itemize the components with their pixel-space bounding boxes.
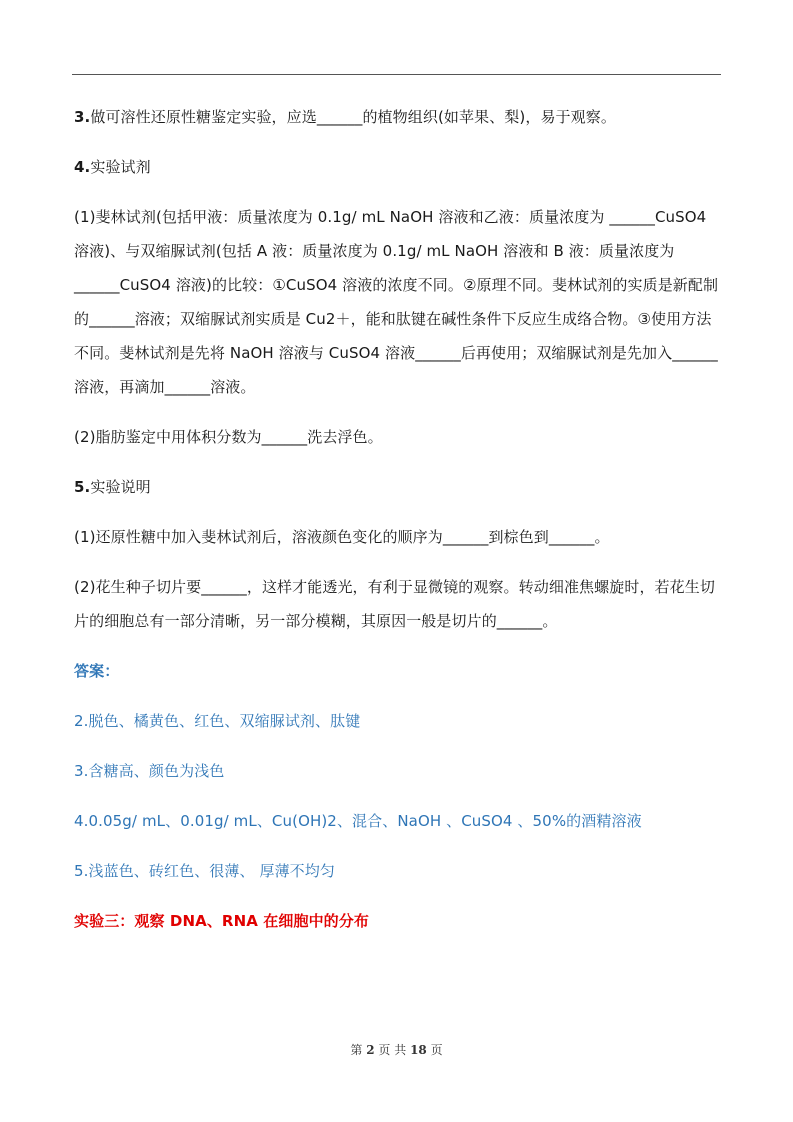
answer-5: 5.浅蓝色、砖红色、很薄、 厚薄不均匀 — [74, 862, 335, 880]
section-heading: 实验三：观察 DNA、RNA 在细胞中的分布 — [74, 912, 369, 930]
question-4-title: 4.实验试剂 — [74, 158, 151, 176]
question-5-part-1: (1)还原性糖中加入斐林试剂后，溶液颜色变化的顺序为______到棕色到______。 — [74, 528, 610, 546]
question-4-part-2: (2)脂肪鉴定中用体积分数为______洗去浮色。 — [74, 428, 383, 446]
question-3: 3.做可溶性还原性糖鉴定实验，应选______的植物组织(如苹果、梨)，易于观察。 — [74, 108, 616, 126]
page-footer: 第 2 页 共 18 页 — [350, 1043, 443, 1057]
answer-3: 3.含糖高、颜色为浅色 — [74, 762, 225, 780]
question-5-part-2: (2)花生种子切片要______，这样才能透光，有利于显微镜的观察。转动细准焦螺旋时，若花生切片的细胞总有一部分清晰，另一部分模糊，其原因一般是切片的______。 — [74, 578, 715, 630]
answers-heading: 答案： — [74, 662, 120, 680]
header-rule — [72, 74, 721, 75]
total-pages: 18 — [410, 1043, 427, 1057]
question-4-part-1: (1)斐林试剂(包括甲液：质量浓度为 0.1g/ mL NaOH 溶液和乙液：质量浓度为 ______CuSO4 溶液)、与双缩脲试剂(包括 A 液：质量浓度为 0.1g/ mL NaOH 溶液和 B 液：质量浓度为______CuSO4 溶液)的比较：①CuSO4 溶液的浓度不同。②原理不同。斐林试剂的实质是新配制的______溶液；双缩脲试剂实质是 Cu2＋，能和肽键在碱性条件下反应生成络合物。③使用方法不同。斐林试剂是先将 NaOH 溶液与 CuSO4 溶液______后再使用；双缩脲试剂是先加入______溶液，再滴加______溶液。 — [74, 208, 719, 396]
page-content — [74, 100, 724, 954]
page-number: 2 — [366, 1043, 375, 1057]
question-5-title: 5.实验说明 — [74, 478, 151, 496]
answer-2: 2.脱色、橘黄色、红色、双缩脲试剂、肽键 — [74, 712, 361, 730]
answer-4: 4.0.05g/ mL、0.01g/ mL、Cu(OH)2、混合、NaOH 、CuSO4 、50%的酒精溶液 — [74, 812, 642, 830]
